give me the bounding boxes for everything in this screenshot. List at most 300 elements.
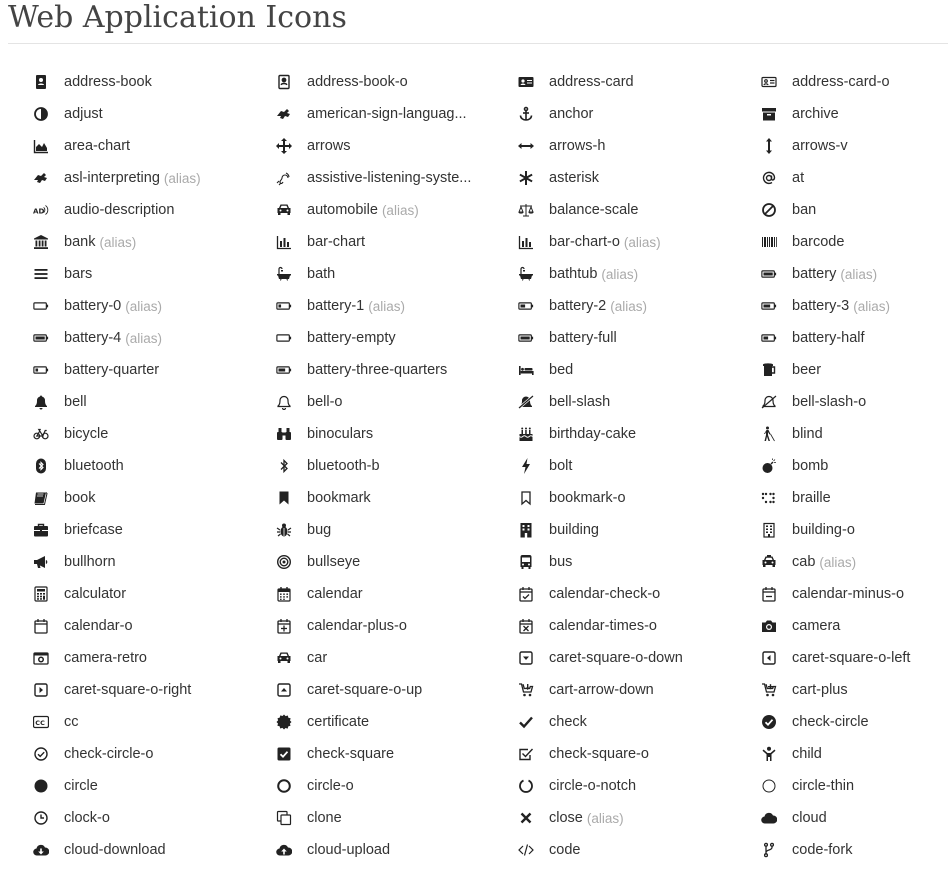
icon-name-label: bluetooth-b: [307, 458, 380, 474]
icon-item-battery-0[interactable]: [30, 290, 273, 322]
icon-name-label: code-fork: [792, 842, 853, 858]
cloud-download-icon: [30, 842, 52, 858]
icon-item-area-chart[interactable]: [30, 130, 273, 162]
icon-name-label: caret-square-o-up: [307, 682, 423, 698]
icon-item-bug[interactable]: [273, 514, 515, 546]
bookmark-icon: [273, 490, 295, 506]
icon-item-caret-square-o-down[interactable]: [515, 642, 758, 674]
icon-item-bars[interactable]: [30, 258, 273, 290]
check-square-icon: [273, 746, 295, 762]
icon-name-label: braille: [792, 490, 831, 506]
arrows-v-icon: [758, 138, 780, 154]
icon-name-label: calculator: [64, 586, 127, 602]
icon-item-circle-thin[interactable]: [758, 770, 948, 802]
bars-icon: [30, 266, 52, 282]
icon-name-label: close: [549, 810, 583, 826]
icon-name-label: calendar-minus-o: [792, 586, 905, 602]
address-card-icon: [515, 74, 537, 90]
calendar-icon: [273, 586, 295, 602]
icon-name-label: car: [307, 650, 328, 666]
address-card-o-icon: [758, 74, 780, 90]
icon-name-label: caret-square-o-right: [64, 682, 192, 698]
icon-name-label: area-chart: [64, 138, 131, 154]
icon-name-label: bell-slash-o: [792, 394, 867, 410]
icon-item-caret-square-o-right[interactable]: [30, 674, 273, 706]
icon-item-camera-retro[interactable]: [30, 642, 273, 674]
check-icon: [515, 714, 537, 730]
icon-item-blind[interactable]: [758, 418, 948, 450]
cloud-upload-icon: [273, 842, 295, 858]
icon-name-label: battery-3: [792, 298, 850, 314]
caret-square-o-down-icon: [515, 650, 537, 666]
icon-item-bolt[interactable]: [515, 450, 758, 482]
icon-item-close[interactable]: [515, 802, 758, 834]
icon-item-bicycle[interactable]: [30, 418, 273, 450]
icon-name-label: child: [792, 746, 822, 762]
icon-item-camera[interactable]: [758, 610, 948, 642]
circle-o-icon: [273, 778, 295, 794]
icon-name-label: battery-three-quarters: [307, 362, 448, 378]
icon-name-label: ban: [792, 202, 817, 218]
icon-name-label: calendar-times-o: [549, 618, 657, 634]
at-icon: [758, 170, 780, 186]
icon-item-bell-slash[interactable]: [515, 386, 758, 418]
battery-2-icon: [515, 298, 537, 314]
icon-name-label: check: [549, 714, 587, 730]
icon-item-cloud[interactable]: [758, 802, 948, 834]
icon-name-label: check-square: [307, 746, 395, 762]
icon-name-label: address-card-o: [792, 74, 890, 90]
calendar-plus-o-icon: [273, 618, 295, 634]
bank-icon: [30, 234, 52, 250]
alias-label: (alias): [610, 298, 647, 314]
icon-item-battery-4[interactable]: [30, 322, 273, 354]
icon-name-label: bookmark-o: [549, 490, 626, 506]
icon-item-calendar-plus-o[interactable]: [273, 610, 515, 642]
icon-name-label: caret-square-o-left: [792, 650, 911, 666]
icon-name-label: caret-square-o-down: [549, 650, 683, 666]
barcode-icon: [758, 234, 780, 250]
icon-item-caret-square-o-up[interactable]: [273, 674, 515, 706]
circle-icon: [30, 778, 52, 794]
icon-name-label: barcode: [792, 234, 845, 250]
icon-item-cc[interactable]: [30, 706, 273, 738]
battery-quarter-icon: [30, 362, 52, 378]
icon-item-bullseye[interactable]: [273, 546, 515, 578]
icon-name-label: circle-o: [307, 778, 354, 794]
icon-name-label: anchor: [549, 106, 594, 122]
bell-icon: [30, 394, 52, 410]
icon-item-asterisk[interactable]: [515, 162, 758, 194]
icon-name-label: bullseye: [307, 554, 361, 570]
icon-item-bank[interactable]: [30, 226, 273, 258]
icon-item-anchor[interactable]: [515, 98, 758, 130]
icon-item-ban[interactable]: [758, 194, 948, 226]
icon-item-battery-empty[interactable]: [273, 322, 515, 354]
icon-item-adjust[interactable]: [30, 98, 273, 130]
cc-icon: [30, 714, 52, 730]
clone-icon: [273, 810, 295, 826]
balance-scale-icon: [515, 202, 537, 218]
icon-name-label: address-book: [64, 74, 152, 90]
icon-item-check[interactable]: [515, 706, 758, 738]
icon-grid: [0, 66, 948, 866]
archive-icon: [758, 106, 780, 122]
icon-item-circle-o-notch[interactable]: [515, 770, 758, 802]
icon-item-cloud-upload[interactable]: [273, 834, 515, 866]
icon-name-label: beer: [792, 362, 822, 378]
icon-name-label: archive: [792, 106, 839, 122]
icon-name-label: clock-o: [64, 810, 110, 826]
briefcase-icon: [30, 522, 52, 538]
asterisk-icon: [515, 170, 537, 186]
icon-item-beer[interactable]: [758, 354, 948, 386]
icon-item-book[interactable]: [30, 482, 273, 514]
icon-name-label: calendar-check-o: [549, 586, 661, 602]
caret-square-o-up-icon: [273, 682, 295, 698]
icon-item-at[interactable]: [758, 162, 948, 194]
icon-item-arrows-v[interactable]: [758, 130, 948, 162]
icon-item-bell-slash-o[interactable]: [758, 386, 948, 418]
icon-item-battery[interactable]: [758, 258, 948, 290]
icon-item-cab[interactable]: [758, 546, 948, 578]
check-circle-o-icon: [30, 746, 52, 762]
icon-item-address-card-o[interactable]: [758, 66, 948, 98]
icon-item-child[interactable]: [758, 738, 948, 770]
icon-item-check-square-o[interactable]: [515, 738, 758, 770]
icon-name-label: at: [792, 170, 805, 186]
icon-name-label: clone: [307, 810, 342, 826]
bicycle-icon: [30, 426, 52, 442]
ban-icon: [758, 202, 780, 218]
battery-three-quarters-icon: [273, 362, 295, 378]
icon-name-label: assistive-listening-syste...: [307, 170, 472, 186]
battery-0-icon: [30, 298, 52, 314]
icon-item-address-book-o[interactable]: [273, 66, 515, 98]
icon-name-label: battery-1: [307, 298, 365, 314]
icon-name-label: bars: [64, 266, 93, 282]
icon-name-label: bathtub: [549, 266, 598, 282]
icon-name-label: arrows-v: [792, 138, 848, 154]
icon-name-label: camera-retro: [64, 650, 147, 666]
icon-name-label: balance-scale: [549, 202, 639, 218]
icon-item-cart-plus[interactable]: [758, 674, 948, 706]
alias-label: (alias): [853, 298, 890, 314]
icon-item-barcode[interactable]: [758, 226, 948, 258]
icon-name-label: bar-chart-o: [549, 234, 620, 250]
beer-icon: [758, 362, 780, 378]
icon-name-label: bed: [549, 362, 574, 378]
battery-3-icon: [758, 298, 780, 314]
icon-name-label: bug: [307, 522, 332, 538]
check-square-o-icon: [515, 746, 537, 762]
caret-square-o-left-icon: [758, 650, 780, 666]
alias-label: (alias): [125, 298, 162, 314]
alias-label: (alias): [623, 234, 661, 250]
icon-name-label: cloud-upload: [307, 842, 391, 858]
icon-name-label: bullhorn: [64, 554, 116, 570]
battery-4-icon: [30, 330, 52, 346]
icon-item-bluetooth[interactable]: [30, 450, 273, 482]
icon-item-bathtub[interactable]: [515, 258, 758, 290]
icon-name-label: blind: [792, 426, 823, 442]
bolt-icon: [515, 458, 537, 474]
icon-name-label: address-card: [549, 74, 634, 90]
code-icon: [515, 842, 537, 858]
title-divider: [8, 43, 948, 44]
icon-item-birthday-cake[interactable]: [515, 418, 758, 450]
battery-empty-icon: [273, 330, 295, 346]
book-icon: [30, 490, 52, 506]
battery-icon: [758, 266, 780, 282]
bug-icon: [273, 522, 295, 538]
icon-name-label: asterisk: [549, 170, 599, 186]
icon-item-archive[interactable]: [758, 98, 948, 130]
icon-item-audio-description[interactable]: [30, 194, 273, 226]
calculator-icon: [30, 586, 52, 602]
icon-name-label: calendar: [307, 586, 363, 602]
bullseye-icon: [273, 554, 295, 570]
icon-item-bath[interactable]: [273, 258, 515, 290]
icon-name-label: address-book-o: [307, 74, 408, 90]
icon-name-label: bomb: [792, 458, 829, 474]
icon-item-car[interactable]: [273, 642, 515, 674]
alias-label: (alias): [586, 810, 624, 826]
icon-item-bell[interactable]: [30, 386, 273, 418]
icon-item-bed[interactable]: [515, 354, 758, 386]
caret-square-o-right-icon: [30, 682, 52, 698]
bar-chart-icon: [273, 234, 295, 250]
cab-icon: [758, 554, 780, 570]
icon-item-circle[interactable]: [30, 770, 273, 802]
american-sign-language-interpreting-icon: [273, 106, 295, 122]
icon-item-check-circle[interactable]: [758, 706, 948, 738]
icon-name-label: circle-thin: [792, 778, 855, 794]
bar-chart-o-icon: [515, 234, 537, 250]
icon-item-balance-scale[interactable]: [515, 194, 758, 226]
icon-item-clone[interactable]: [273, 802, 515, 834]
cart-plus-icon: [758, 682, 780, 698]
address-book-o-icon: [273, 74, 295, 90]
icon-item-calendar-o[interactable]: [30, 610, 273, 642]
bell-slash-icon: [515, 394, 537, 410]
icon-name-label: battery-0: [64, 298, 122, 314]
bookmark-o-icon: [515, 490, 537, 506]
icon-item-binoculars[interactable]: [273, 418, 515, 450]
binoculars-icon: [273, 426, 295, 442]
icon-item-building[interactable]: [515, 514, 758, 546]
icon-name-label: bar-chart: [307, 234, 366, 250]
arrows-icon: [273, 138, 295, 154]
bed-icon: [515, 362, 537, 378]
icon-item-american-sign-languag[interactable]: [273, 98, 515, 130]
icon-name-label: check-circle-o: [64, 746, 154, 762]
icon-item-address-book[interactable]: [30, 66, 273, 98]
icon-name-label: cc: [64, 714, 79, 730]
alias-label: (alias): [819, 554, 857, 570]
icon-item-asl-interpreting[interactable]: [30, 162, 273, 194]
icon-item-code[interactable]: [515, 834, 758, 866]
svg-text:CC: CC: [35, 719, 45, 727]
icon-name-label: bicycle: [64, 426, 109, 442]
cloud-icon: [758, 810, 780, 826]
icon-name-label: bath: [307, 266, 336, 282]
icon-name-label: asl-interpreting: [64, 170, 160, 186]
bell-o-icon: [273, 394, 295, 410]
icon-name-label: bus: [549, 554, 573, 570]
icon-item-bar-chart-o[interactable]: [515, 226, 758, 258]
icon-name-label: bell-o: [307, 394, 343, 410]
icon-item-address-card[interactable]: [515, 66, 758, 98]
child-icon: [758, 746, 780, 762]
icon-item-bar-chart[interactable]: [273, 226, 515, 258]
icon-name-label: battery-full: [549, 330, 617, 346]
calendar-minus-o-icon: [758, 586, 780, 602]
svg-text:AD: AD: [33, 206, 45, 216]
icon-name-label: circle: [64, 778, 98, 794]
icon-name-label: battery-2: [549, 298, 607, 314]
icon-item-calendar-times-o[interactable]: [515, 610, 758, 642]
calendar-times-o-icon: [515, 618, 537, 634]
icon-name-label: audio-description: [64, 202, 175, 218]
bluetooth-b-icon: [273, 458, 295, 474]
icon-name-label: birthday-cake: [549, 426, 637, 442]
icon-item-clock-o[interactable]: [30, 802, 273, 834]
camera-retro-icon: [30, 650, 52, 666]
building-icon: [515, 522, 537, 538]
icon-name-label: bell-slash: [549, 394, 611, 410]
icon-name-label: cart-plus: [792, 682, 848, 698]
icon-item-bookmark[interactable]: [273, 482, 515, 514]
icon-name-label: arrows-h: [549, 138, 606, 154]
cart-arrow-down-icon: [515, 682, 537, 698]
icon-item-check-circle-o[interactable]: [30, 738, 273, 770]
icon-item-caret-square-o-left[interactable]: [758, 642, 948, 674]
automobile-icon: [273, 202, 295, 218]
address-book-icon: [30, 74, 52, 90]
icon-item-bomb[interactable]: [758, 450, 948, 482]
icon-name-label: bolt: [549, 458, 573, 474]
icon-name-label: cloud: [792, 810, 827, 826]
bathtub-icon: [515, 266, 537, 282]
icon-item-battery-full[interactable]: [515, 322, 758, 354]
icon-name-label: camera: [792, 618, 841, 634]
camera-icon: [758, 618, 780, 634]
bath-icon: [273, 266, 295, 282]
icon-name-label: battery-quarter: [64, 362, 160, 378]
icon-item-circle-o[interactable]: [273, 770, 515, 802]
icon-item-code-fork[interactable]: [758, 834, 948, 866]
icon-item-assistive-listening-syste[interactable]: [273, 162, 515, 194]
icon-item-cart-arrow-down[interactable]: [515, 674, 758, 706]
asl-interpreting-icon: [30, 170, 52, 186]
page-title: Web Application Icons: [8, 0, 347, 35]
icon-item-braille[interactable]: [758, 482, 948, 514]
icon-item-calendar-minus-o[interactable]: [758, 578, 948, 610]
icon-item-cloud-download[interactable]: [30, 834, 273, 866]
bell-slash-o-icon: [758, 394, 780, 410]
battery-full-icon: [515, 330, 537, 346]
icon-item-bell-o[interactable]: [273, 386, 515, 418]
icon-name-label: arrows: [307, 138, 351, 154]
icon-name-label: adjust: [64, 106, 103, 122]
audio-description-icon: [30, 202, 52, 218]
calendar-o-icon: [30, 618, 52, 634]
icon-name-label: automobile: [307, 202, 378, 218]
icon-item-arrows[interactable]: [273, 130, 515, 162]
arrows-h-icon: [515, 138, 537, 154]
bullhorn-icon: [30, 554, 52, 570]
clock-o-icon: [30, 810, 52, 826]
battery-half-icon: [758, 330, 780, 346]
bluetooth-icon: [30, 458, 52, 474]
icon-item-bullhorn[interactable]: [30, 546, 273, 578]
battery-1-icon: [273, 298, 295, 314]
icon-item-battery-three-quarters[interactable]: [273, 354, 515, 386]
assistive-listening-systems-icon: [273, 170, 295, 186]
icon-name-label: battery: [792, 266, 837, 282]
icon-name-label: check-circle: [792, 714, 869, 730]
circle-o-notch-icon: [515, 778, 537, 794]
icon-name-label: battery-half: [792, 330, 865, 346]
icon-name-label: binoculars: [307, 426, 374, 442]
icon-name-label: cart-arrow-down: [549, 682, 654, 698]
certificate-icon: [273, 714, 295, 730]
icon-name-label: certificate: [307, 714, 370, 730]
icon-item-arrows-h[interactable]: [515, 130, 758, 162]
icon-item-automobile[interactable]: [273, 194, 515, 226]
icon-name-label: american-sign-languag...: [307, 106, 467, 122]
bomb-icon: [758, 458, 780, 474]
alias-label: (alias): [601, 266, 639, 282]
icon-item-battery-quarter[interactable]: [30, 354, 273, 386]
icon-item-bus[interactable]: [515, 546, 758, 578]
icon-item-battery-3[interactable]: [758, 290, 948, 322]
code-fork-icon: [758, 842, 780, 858]
icon-item-briefcase[interactable]: [30, 514, 273, 546]
adjust-icon: [30, 106, 52, 122]
car-icon: [273, 650, 295, 666]
birthday-cake-icon: [515, 426, 537, 442]
check-circle-icon: [758, 714, 780, 730]
icon-item-calendar[interactable]: [273, 578, 515, 610]
icon-item-building-o[interactable]: [758, 514, 948, 546]
icon-name-label: cloud-download: [64, 842, 166, 858]
icon-name-label: circle-o-notch: [549, 778, 637, 794]
blind-icon: [758, 426, 780, 442]
icon-item-certificate[interactable]: [273, 706, 515, 738]
icon-item-calculator[interactable]: [30, 578, 273, 610]
icon-item-bookmark-o[interactable]: [515, 482, 758, 514]
icon-name-label: briefcase: [64, 522, 123, 538]
icon-item-calendar-check-o[interactable]: [515, 578, 758, 610]
alias-label: (alias): [840, 266, 878, 282]
calendar-check-o-icon: [515, 586, 537, 602]
icon-item-battery-1[interactable]: [273, 290, 515, 322]
icon-name-label: book: [64, 490, 96, 506]
icon-item-battery-2[interactable]: [515, 290, 758, 322]
icon-item-check-square[interactable]: [273, 738, 515, 770]
close-icon: [515, 810, 537, 826]
alias-label: (alias): [381, 202, 419, 218]
icon-name-label: building-o: [792, 522, 855, 538]
alias-label: (alias): [99, 234, 137, 250]
icon-item-battery-half[interactable]: [758, 322, 948, 354]
icon-item-bluetooth-b[interactable]: [273, 450, 515, 482]
icon-name-label: bluetooth: [64, 458, 124, 474]
building-o-icon: [758, 522, 780, 538]
braille-icon: [758, 490, 780, 506]
